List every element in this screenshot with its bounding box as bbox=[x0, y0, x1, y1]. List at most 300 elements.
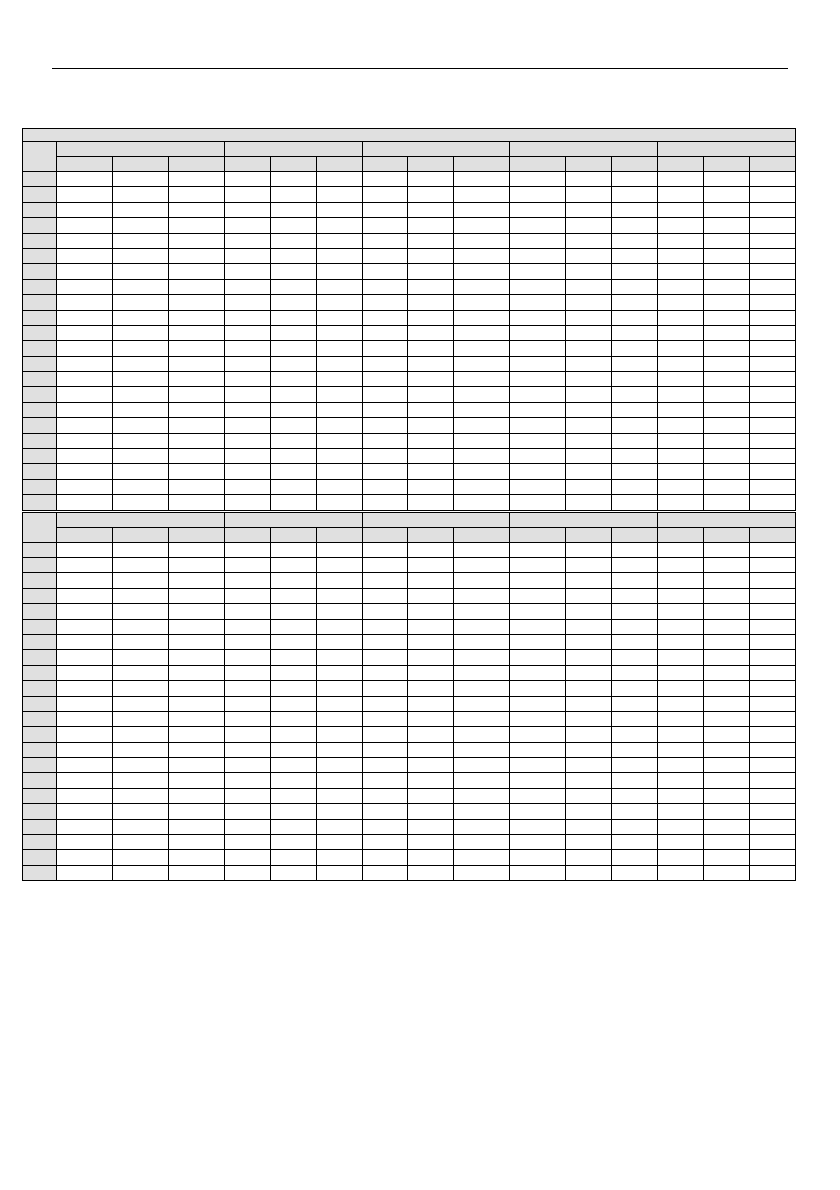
row-label-cell bbox=[23, 542, 57, 557]
row-label-cell bbox=[23, 835, 57, 850]
table-cell bbox=[112, 604, 168, 619]
table-cell bbox=[316, 773, 362, 788]
table-cell bbox=[658, 634, 704, 649]
table-cell bbox=[362, 172, 408, 187]
table-cell bbox=[168, 650, 224, 665]
table-cell bbox=[704, 187, 750, 202]
table-cell bbox=[566, 804, 612, 819]
table-row bbox=[23, 387, 796, 402]
table-cell bbox=[316, 433, 362, 448]
header-rule bbox=[52, 68, 788, 69]
row-label-cell bbox=[23, 681, 57, 696]
row-label-cell bbox=[23, 248, 57, 263]
table-cell bbox=[168, 727, 224, 742]
table-cell bbox=[224, 557, 270, 572]
table-cell bbox=[56, 619, 112, 634]
table-cell bbox=[316, 634, 362, 649]
column-header-8 bbox=[408, 527, 454, 542]
table-cell bbox=[408, 711, 454, 726]
table-cell bbox=[362, 865, 408, 880]
table-cell bbox=[56, 495, 112, 510]
table-cell bbox=[408, 356, 454, 371]
table-cell bbox=[224, 202, 270, 217]
column-header-12 bbox=[612, 157, 658, 172]
row-label-cell bbox=[23, 218, 57, 233]
table-row bbox=[23, 835, 796, 850]
table-cell bbox=[612, 387, 658, 402]
row-label-cell bbox=[23, 310, 57, 325]
table-cell bbox=[454, 248, 510, 263]
table-cell bbox=[316, 665, 362, 680]
table-cell bbox=[316, 619, 362, 634]
table-cell bbox=[112, 418, 168, 433]
table-cell bbox=[316, 418, 362, 433]
table-cell bbox=[362, 356, 408, 371]
table-cell bbox=[56, 742, 112, 757]
table-cell bbox=[224, 788, 270, 803]
table-cell bbox=[56, 650, 112, 665]
table-cell bbox=[454, 449, 510, 464]
table-cell bbox=[112, 850, 168, 865]
table-cell bbox=[612, 773, 658, 788]
table-cell bbox=[112, 619, 168, 634]
table-cell bbox=[408, 634, 454, 649]
table-row bbox=[23, 788, 796, 803]
table-cell bbox=[408, 573, 454, 588]
table-cell bbox=[704, 557, 750, 572]
table-cell bbox=[658, 788, 704, 803]
table-cell bbox=[362, 325, 408, 340]
table-cell bbox=[362, 758, 408, 773]
table-cell bbox=[270, 172, 316, 187]
table-cell bbox=[408, 310, 454, 325]
table-cell bbox=[510, 804, 566, 819]
table-cell bbox=[658, 187, 704, 202]
table-cell bbox=[454, 479, 510, 494]
table-cell bbox=[612, 310, 658, 325]
table-cell bbox=[749, 387, 795, 402]
table-row bbox=[23, 850, 796, 865]
table-cell bbox=[270, 295, 316, 310]
table-cell bbox=[56, 279, 112, 294]
table-cell bbox=[566, 788, 612, 803]
table-cell bbox=[704, 279, 750, 294]
table-cell bbox=[510, 402, 566, 417]
table-cell bbox=[566, 218, 612, 233]
table-cell bbox=[224, 295, 270, 310]
table-cell bbox=[316, 341, 362, 356]
table-cell bbox=[56, 418, 112, 433]
table-cell bbox=[612, 650, 658, 665]
table-cell bbox=[408, 449, 454, 464]
table-cell bbox=[56, 573, 112, 588]
row-label-cell bbox=[23, 449, 57, 464]
table-cell bbox=[566, 495, 612, 510]
table-cell bbox=[510, 758, 566, 773]
table-cell bbox=[612, 295, 658, 310]
table-cell bbox=[168, 773, 224, 788]
column-header-6 bbox=[316, 157, 362, 172]
table-cell bbox=[316, 279, 362, 294]
table-cell bbox=[408, 172, 454, 187]
table-cell bbox=[270, 819, 316, 834]
table-cell bbox=[270, 804, 316, 819]
table-cell bbox=[749, 758, 795, 773]
table-cell bbox=[612, 758, 658, 773]
row-label-cell bbox=[23, 619, 57, 634]
table-cell bbox=[168, 449, 224, 464]
table-cell bbox=[510, 788, 566, 803]
table-cell bbox=[56, 248, 112, 263]
row-label-cell bbox=[23, 295, 57, 310]
row-label-cell bbox=[23, 634, 57, 649]
table-cell bbox=[224, 279, 270, 294]
table-cell bbox=[270, 727, 316, 742]
table-cell bbox=[408, 619, 454, 634]
table-cell bbox=[408, 804, 454, 819]
table-cell bbox=[612, 248, 658, 263]
table-cell bbox=[510, 604, 566, 619]
group-header-5 bbox=[658, 142, 796, 157]
table-cell bbox=[168, 464, 224, 479]
row-label-cell bbox=[23, 819, 57, 834]
row-label-cell bbox=[23, 604, 57, 619]
table-cell bbox=[168, 604, 224, 619]
table-cell bbox=[749, 604, 795, 619]
table-cell bbox=[316, 711, 362, 726]
table-cell bbox=[362, 619, 408, 634]
table-cell bbox=[612, 264, 658, 279]
table-cell bbox=[704, 233, 750, 248]
table-column-header-row bbox=[23, 157, 796, 172]
table-row bbox=[23, 233, 796, 248]
table-cell bbox=[704, 325, 750, 340]
row-label-cell bbox=[23, 479, 57, 494]
table-cell bbox=[112, 248, 168, 263]
table-cell bbox=[566, 202, 612, 217]
table-cell bbox=[168, 187, 224, 202]
table-cell bbox=[270, 634, 316, 649]
table-cell bbox=[112, 588, 168, 603]
table-cell bbox=[510, 187, 566, 202]
group-header-1 bbox=[56, 142, 224, 157]
row-label-cell bbox=[23, 557, 57, 572]
table-cell bbox=[224, 727, 270, 742]
table-cell bbox=[454, 696, 510, 711]
table-cell bbox=[704, 479, 750, 494]
table-cell bbox=[612, 665, 658, 680]
table-cell bbox=[658, 325, 704, 340]
table-cell bbox=[168, 850, 224, 865]
table-cell bbox=[112, 773, 168, 788]
table-cell bbox=[704, 696, 750, 711]
table-cell bbox=[612, 788, 658, 803]
table-cell bbox=[510, 850, 566, 865]
row-label-cell bbox=[23, 804, 57, 819]
table-cell bbox=[362, 804, 408, 819]
group-header-3 bbox=[362, 142, 510, 157]
table-cell bbox=[408, 295, 454, 310]
table-cell bbox=[658, 557, 704, 572]
table-row bbox=[23, 187, 796, 202]
table-cell bbox=[362, 850, 408, 865]
table-cell bbox=[56, 310, 112, 325]
table-cell bbox=[658, 433, 704, 448]
table-cell bbox=[658, 449, 704, 464]
table-cell bbox=[224, 172, 270, 187]
row-label-cell bbox=[23, 187, 57, 202]
row-label-cell bbox=[23, 742, 57, 757]
column-header-15 bbox=[749, 157, 795, 172]
table-cell bbox=[316, 681, 362, 696]
table-cell bbox=[168, 218, 224, 233]
table-cell bbox=[362, 681, 408, 696]
table-cell bbox=[408, 218, 454, 233]
table-cell bbox=[224, 542, 270, 557]
table-cell bbox=[510, 418, 566, 433]
table-row bbox=[23, 418, 796, 433]
table-cell bbox=[270, 387, 316, 402]
table-cell bbox=[362, 819, 408, 834]
table-cell bbox=[316, 865, 362, 880]
table-cell bbox=[658, 479, 704, 494]
table-cell bbox=[704, 865, 750, 880]
table-row bbox=[23, 248, 796, 263]
table-cell bbox=[362, 495, 408, 510]
table-cell bbox=[168, 295, 224, 310]
table-cell bbox=[224, 696, 270, 711]
table-cell bbox=[168, 341, 224, 356]
table-cell bbox=[566, 295, 612, 310]
column-header-3 bbox=[168, 527, 224, 542]
table-cell bbox=[612, 418, 658, 433]
row-label-cell bbox=[23, 573, 57, 588]
table-cell bbox=[612, 187, 658, 202]
table-cell bbox=[270, 418, 316, 433]
table-cell bbox=[362, 264, 408, 279]
table-cell bbox=[749, 865, 795, 880]
table-cell bbox=[454, 788, 510, 803]
row-label-cell bbox=[23, 202, 57, 217]
table-cell bbox=[224, 711, 270, 726]
table-cell bbox=[454, 773, 510, 788]
table-cell bbox=[658, 865, 704, 880]
row-label-cell bbox=[23, 464, 57, 479]
table-cell bbox=[56, 325, 112, 340]
table-cell bbox=[168, 665, 224, 680]
table-cell bbox=[362, 773, 408, 788]
table-cell bbox=[224, 479, 270, 494]
table-row bbox=[23, 758, 796, 773]
table-cell bbox=[658, 758, 704, 773]
table-cell bbox=[316, 202, 362, 217]
table-cell bbox=[224, 464, 270, 479]
table-cell bbox=[658, 387, 704, 402]
table-row bbox=[23, 588, 796, 603]
table-cell bbox=[612, 325, 658, 340]
table-cell bbox=[168, 835, 224, 850]
table-cell bbox=[168, 681, 224, 696]
table-row bbox=[23, 619, 796, 634]
table-cell bbox=[510, 218, 566, 233]
table-row bbox=[23, 711, 796, 726]
table-cell bbox=[566, 248, 612, 263]
table-cell bbox=[658, 696, 704, 711]
table-cell bbox=[56, 711, 112, 726]
table-cell bbox=[224, 264, 270, 279]
table-cell bbox=[270, 372, 316, 387]
table-cell bbox=[270, 325, 316, 340]
table-cell bbox=[270, 696, 316, 711]
table-cell bbox=[566, 542, 612, 557]
table-cell bbox=[112, 788, 168, 803]
table-cell bbox=[362, 202, 408, 217]
table-cell bbox=[612, 619, 658, 634]
row-label-cell bbox=[23, 372, 57, 387]
table-cell bbox=[362, 835, 408, 850]
table-cell bbox=[408, 264, 454, 279]
table-row bbox=[23, 264, 796, 279]
table-cell bbox=[704, 402, 750, 417]
table-cell bbox=[704, 310, 750, 325]
table-cell bbox=[658, 604, 704, 619]
table-cell bbox=[408, 835, 454, 850]
table-cell bbox=[112, 449, 168, 464]
table-cell bbox=[56, 727, 112, 742]
table-cell bbox=[56, 819, 112, 834]
table-cell bbox=[704, 711, 750, 726]
table-cell bbox=[408, 233, 454, 248]
table-row bbox=[23, 557, 796, 572]
table-cell bbox=[168, 619, 224, 634]
table-cell bbox=[112, 573, 168, 588]
table-cell bbox=[316, 835, 362, 850]
table-cell bbox=[704, 433, 750, 448]
table-cell bbox=[270, 665, 316, 680]
table-cell bbox=[224, 402, 270, 417]
column-header-11 bbox=[566, 157, 612, 172]
table-cell bbox=[454, 604, 510, 619]
table-cell bbox=[704, 850, 750, 865]
table-cell bbox=[168, 865, 224, 880]
table-cell bbox=[658, 310, 704, 325]
table-cell bbox=[566, 356, 612, 371]
table-cell bbox=[168, 711, 224, 726]
table-cell bbox=[316, 464, 362, 479]
table-cell bbox=[454, 758, 510, 773]
table-cell bbox=[270, 264, 316, 279]
table-cell bbox=[510, 449, 566, 464]
table-cell bbox=[112, 172, 168, 187]
table-cell bbox=[454, 433, 510, 448]
table-cell bbox=[362, 696, 408, 711]
table-cell bbox=[112, 758, 168, 773]
table-cell bbox=[612, 356, 658, 371]
table-cell bbox=[362, 479, 408, 494]
table-cell bbox=[270, 850, 316, 865]
group-header-4 bbox=[510, 512, 658, 527]
table-cell bbox=[749, 557, 795, 572]
table-cell bbox=[510, 310, 566, 325]
table-cell bbox=[704, 773, 750, 788]
table-cell bbox=[56, 387, 112, 402]
table-cell bbox=[408, 588, 454, 603]
table-cell bbox=[658, 279, 704, 294]
table-cell bbox=[224, 588, 270, 603]
table-cell bbox=[454, 865, 510, 880]
table-cell bbox=[408, 464, 454, 479]
table-cell bbox=[224, 418, 270, 433]
table-cell bbox=[566, 402, 612, 417]
table-cell bbox=[612, 604, 658, 619]
table-cell bbox=[408, 727, 454, 742]
table-cell bbox=[224, 356, 270, 371]
table-cell bbox=[316, 402, 362, 417]
table-cell bbox=[112, 634, 168, 649]
table-cell bbox=[704, 650, 750, 665]
table-cell bbox=[454, 356, 510, 371]
table-cell bbox=[749, 372, 795, 387]
table-cell bbox=[168, 479, 224, 494]
row-label-cell bbox=[23, 325, 57, 340]
table-cell bbox=[510, 341, 566, 356]
table-cell bbox=[112, 464, 168, 479]
table-cell bbox=[168, 325, 224, 340]
table-cell bbox=[510, 325, 566, 340]
table-cell bbox=[168, 172, 224, 187]
column-header-13 bbox=[658, 527, 704, 542]
group-header-2 bbox=[224, 142, 362, 157]
table-cell bbox=[408, 557, 454, 572]
table-cell bbox=[408, 202, 454, 217]
table-cell bbox=[612, 727, 658, 742]
column-header-14 bbox=[704, 157, 750, 172]
table-cell bbox=[510, 835, 566, 850]
column-header-9 bbox=[454, 527, 510, 542]
table-cell bbox=[316, 449, 362, 464]
table-cell bbox=[270, 449, 316, 464]
table-cell bbox=[454, 727, 510, 742]
table-cell bbox=[408, 248, 454, 263]
table-cell bbox=[270, 341, 316, 356]
table-cell bbox=[224, 573, 270, 588]
table-cell bbox=[224, 619, 270, 634]
table-cell bbox=[612, 850, 658, 865]
table-cell bbox=[566, 479, 612, 494]
table-cell bbox=[316, 573, 362, 588]
table-cell bbox=[168, 542, 224, 557]
table-cell bbox=[749, 325, 795, 340]
table-cell bbox=[566, 819, 612, 834]
table-cell bbox=[112, 341, 168, 356]
row-label-cell bbox=[23, 650, 57, 665]
table-cell bbox=[658, 372, 704, 387]
table-cell bbox=[658, 835, 704, 850]
table-cell bbox=[270, 218, 316, 233]
table-cell bbox=[454, 665, 510, 680]
table-cell bbox=[408, 788, 454, 803]
table-cell bbox=[658, 711, 704, 726]
table-cell bbox=[658, 218, 704, 233]
table-cell bbox=[454, 310, 510, 325]
table-cell bbox=[510, 634, 566, 649]
table-row bbox=[23, 202, 796, 217]
table-cell bbox=[316, 495, 362, 510]
table-cell bbox=[749, 464, 795, 479]
table-column-header-row bbox=[23, 527, 796, 542]
table-cell bbox=[704, 264, 750, 279]
table-cell bbox=[658, 850, 704, 865]
